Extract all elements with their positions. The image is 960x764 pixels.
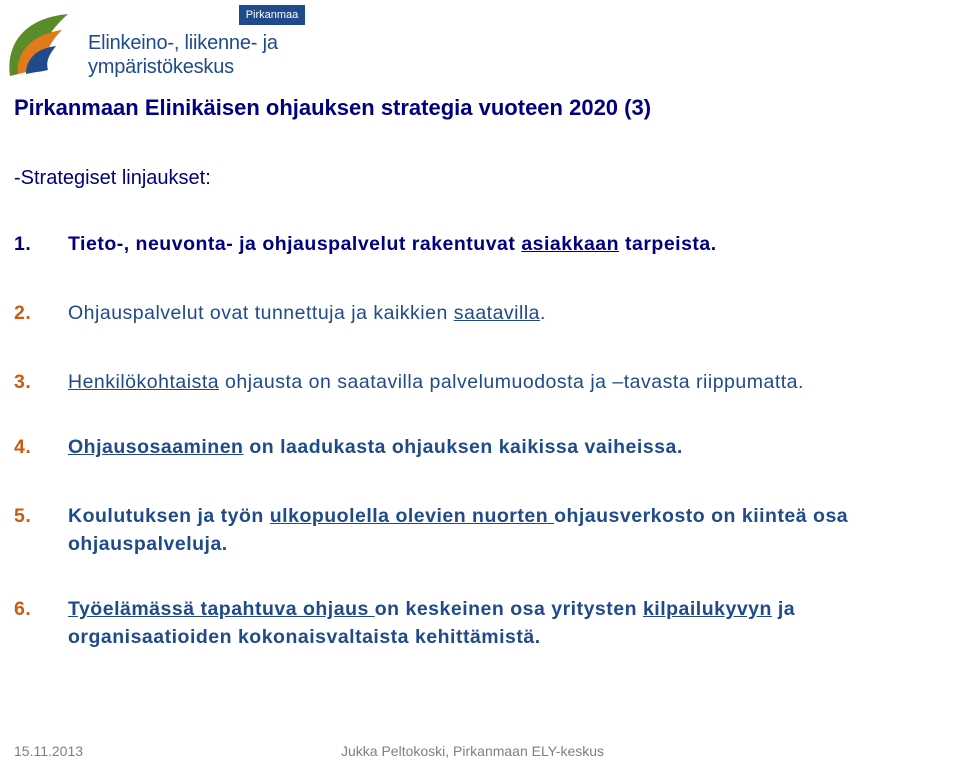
text-segment: ohjausverkosto on kiinteä osa ohjauspalveluja. — [68, 505, 849, 555]
org-name-line-2: ympäristökeskus — [88, 56, 234, 78]
item-number: 3. — [14, 371, 32, 393]
item-text — [68, 371, 804, 393]
item-text — [68, 233, 717, 255]
text-segment: ja organisaatioiden kokonaisvaltaista kehittämistä. — [68, 598, 796, 648]
strategy-item-2 — [14, 299, 954, 327]
text-segment: Ohjauspalvelut ovat tunnettuja ja kaikkien — [68, 302, 454, 324]
underlined-term: asiakkaan — [521, 233, 620, 255]
item-number: 4. — [14, 436, 32, 458]
text-segment: Koulutuksen ja työn — [68, 505, 270, 527]
text-segment: Tieto-, neuvonta- ja ohjauspalvelut rakentuvat — [68, 233, 522, 255]
item-number: 5. — [14, 505, 32, 527]
item-text — [68, 302, 546, 324]
footer-date: 15.11.2013 — [14, 743, 84, 759]
underlined-term: Työelämässä tapahtuva ohjaus — [68, 598, 375, 620]
item-text — [68, 505, 848, 555]
underlined-term: ulkopuolella olevien nuorten — [269, 505, 555, 527]
item-number: 2. — [14, 302, 32, 324]
item-number: 1. — [14, 233, 32, 255]
underlined-term: Ohjausosaaminen — [68, 436, 244, 458]
item-text — [68, 436, 683, 458]
slide-title: Pirkanmaan Elinikäisen ohjauksen strategia vuoteen 2020 (3) — [14, 95, 652, 120]
strategy-item-6 — [14, 595, 954, 651]
text-segment: . — [540, 302, 546, 324]
footer-author: Jukka Peltokoski, Pirkanmaan ELY-keskus — [341, 743, 605, 759]
ely-logo-icon — [4, 4, 76, 82]
strategy-item-1 — [14, 230, 954, 258]
text-segment: on laadukasta ohjauksen kaikissa vaiheissa. — [243, 436, 683, 458]
underlined-term: saatavilla — [453, 302, 541, 324]
slide-subtitle: -Strategiset linjaukset: — [14, 167, 211, 189]
organization-name — [88, 31, 278, 79]
underlined-term: Henkilökohtaista — [68, 371, 220, 393]
item-text — [68, 598, 795, 648]
strategy-list — [14, 230, 954, 692]
strategy-item-3 — [14, 368, 954, 396]
strategy-item-5 — [14, 502, 954, 558]
strategy-item-4 — [14, 433, 954, 461]
item-number: 6. — [14, 598, 32, 620]
underlined-term: kilpailukyvyn — [642, 598, 772, 620]
org-name-line-1: Elinkeino-, liikenne- ja — [88, 32, 278, 54]
text-segment: on keskeinen osa yritysten — [374, 598, 643, 620]
region-badge: Pirkanmaa — [239, 5, 305, 25]
text-segment: tarpeista. — [619, 233, 717, 255]
text-segment: ohjausta on saatavilla palvelumuodosta ja –tavasta riippumatta. — [219, 371, 804, 393]
